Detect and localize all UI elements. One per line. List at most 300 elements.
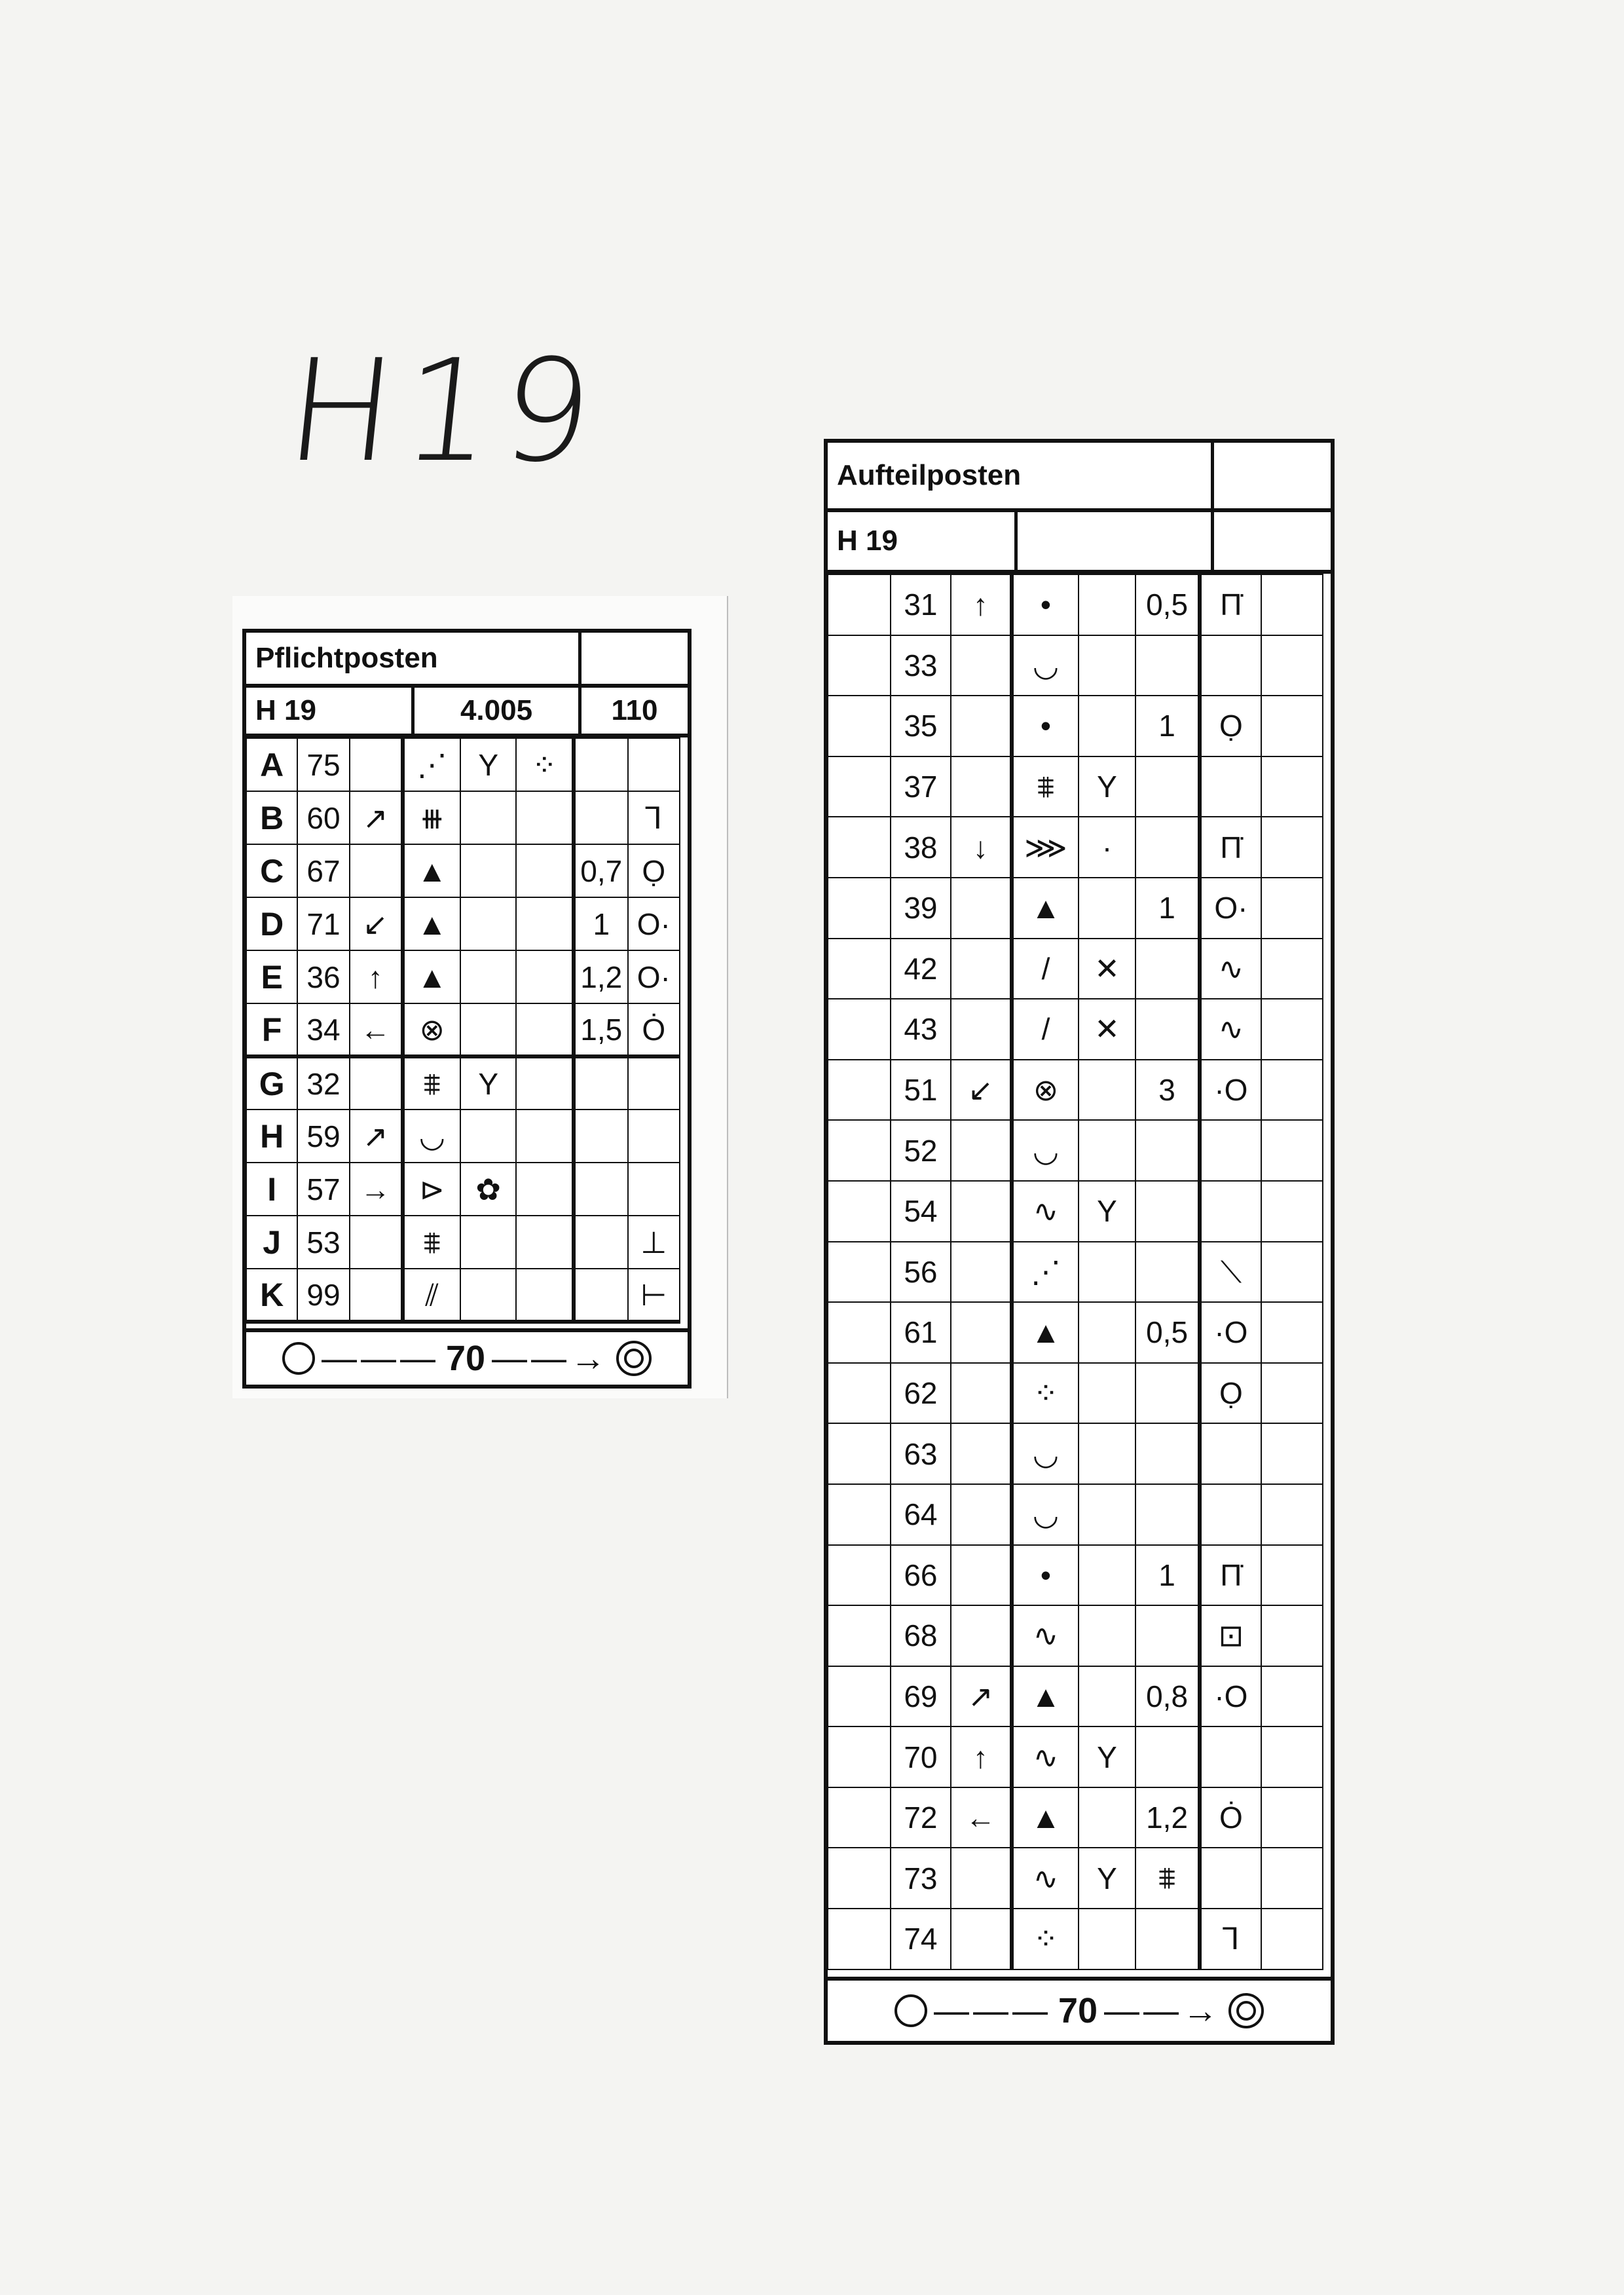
aufteil-title-empty	[1214, 443, 1331, 508]
position-symbol: ⅂	[1200, 1909, 1261, 1969]
position-symbol: ·O	[1200, 1666, 1261, 1727]
direction-symbol: ↗	[350, 791, 403, 844]
aufteilposten-card	[824, 439, 1335, 2045]
blank-cell-end	[1261, 756, 1323, 817]
feature-symbol-3	[516, 1163, 574, 1216]
aufteil-row	[828, 817, 1323, 878]
feature-symbol-3	[516, 844, 574, 897]
feature-symbol-2	[460, 1269, 517, 1322]
position-symbol: Ọ	[1200, 1363, 1261, 1424]
blank-cell-end	[1261, 817, 1323, 878]
dimension-value: 3	[1135, 1060, 1200, 1121]
control-code: 35	[891, 696, 951, 756]
direction-symbol: ↙	[350, 897, 403, 950]
aufteil-row	[828, 1060, 1323, 1121]
blank-cell-end	[1261, 999, 1323, 1060]
feature-symbol-3	[516, 897, 574, 950]
blank-cell	[828, 1666, 891, 1727]
direction-symbol	[951, 1605, 1012, 1666]
feature-symbol-3	[516, 950, 574, 1003]
feature-symbol: ⩨	[1012, 756, 1079, 817]
feature-symbol-2: Y	[1079, 1726, 1135, 1787]
dimension-value	[1135, 1423, 1200, 1484]
blank-cell	[828, 696, 891, 756]
control-letter: D	[246, 897, 297, 950]
aufteil-row	[828, 1120, 1323, 1181]
blank-cell-end	[1261, 1726, 1323, 1787]
blank-cell	[828, 1484, 891, 1545]
control-letter: K	[246, 1269, 297, 1322]
feature-symbol-2	[1079, 1423, 1135, 1484]
feature-symbol-2: ✕	[1079, 939, 1135, 999]
aufteil-row	[828, 999, 1323, 1060]
blank-cell	[828, 1423, 891, 1484]
finish-double-circle-icon	[1228, 1993, 1264, 2028]
control-code: 54	[891, 1181, 951, 1242]
feature-symbol-2	[1079, 1484, 1135, 1545]
blank-cell	[828, 1242, 891, 1303]
aufteil-row	[828, 878, 1323, 939]
position-symbol	[1200, 1726, 1261, 1787]
dimension-value	[574, 1216, 628, 1269]
feature-symbol-2	[1079, 1120, 1135, 1181]
aufteil-row	[828, 574, 1323, 635]
position-symbol: Π̇	[1200, 817, 1261, 878]
blank-cell-end	[1261, 1484, 1323, 1545]
feature-symbol-2	[1079, 1545, 1135, 1606]
feature-symbol-2	[1079, 1363, 1135, 1424]
control-letter: C	[246, 844, 297, 897]
dimension-value	[574, 1269, 628, 1322]
aufteil-row	[828, 1423, 1323, 1484]
feature-symbol-2: ✕	[1079, 999, 1135, 1060]
dimension-value: 1,5	[574, 1003, 628, 1056]
direction-symbol	[350, 1216, 403, 1269]
control-code: 75	[297, 738, 349, 791]
pflicht-row	[246, 950, 680, 1003]
dimension-value	[1135, 1909, 1200, 1969]
dimension-value	[574, 738, 628, 791]
blank-cell-end	[1261, 1302, 1323, 1363]
position-symbol: Ȯ	[1200, 1787, 1261, 1848]
control-code: 59	[297, 1110, 349, 1163]
direction-symbol	[951, 1545, 1012, 1606]
pflicht-row	[246, 1056, 680, 1110]
control-code: 52	[891, 1120, 951, 1181]
feature-symbol-2	[1079, 696, 1135, 756]
dimension-value: 1	[574, 897, 628, 950]
direction-symbol	[350, 1269, 403, 1322]
direction-symbol: ↑	[951, 574, 1012, 635]
feature-symbol-2: ✿	[460, 1163, 517, 1216]
direction-symbol	[951, 1242, 1012, 1303]
pflicht-length: 4.005	[415, 688, 581, 734]
control-code: 99	[297, 1269, 349, 1322]
feature-symbol-2	[1079, 635, 1135, 696]
feature-symbol-2	[460, 844, 517, 897]
position-symbol: O·	[628, 950, 680, 1003]
feature-symbol: •	[1012, 1545, 1079, 1606]
control-code: 67	[297, 844, 349, 897]
blank-cell-end	[1261, 1848, 1323, 1909]
position-symbol: ∿	[1200, 999, 1261, 1060]
feature-symbol: ▲	[403, 950, 460, 1003]
control-code: 72	[891, 1787, 951, 1848]
feature-symbol-2	[1079, 574, 1135, 635]
blank-cell-end	[1261, 878, 1323, 939]
control-code: 36	[297, 950, 349, 1003]
dimension-value	[1135, 999, 1200, 1060]
pflicht-course: H 19	[246, 688, 415, 734]
position-symbol: Ọ	[1200, 696, 1261, 756]
direction-symbol: ↓	[951, 817, 1012, 878]
feature-symbol-2	[460, 1216, 517, 1269]
blank-cell	[828, 1545, 891, 1606]
dimension-value: 0,5	[1135, 1302, 1200, 1363]
aufteil-info-empty	[1018, 512, 1214, 570]
pflicht-row	[246, 897, 680, 950]
control-letter: J	[246, 1216, 297, 1269]
aufteil-title: Aufteilposten	[828, 443, 1214, 508]
blank-cell	[828, 878, 891, 939]
direction-symbol: ↑	[951, 1726, 1012, 1787]
blank-cell	[828, 1726, 891, 1787]
blank-cell-end	[1261, 1909, 1323, 1969]
blank-cell-end	[1261, 1242, 1323, 1303]
dimension-value: 1,2	[1135, 1787, 1200, 1848]
feature-symbol: ⩨	[403, 1216, 460, 1269]
position-symbol	[1200, 1484, 1261, 1545]
position-symbol: ⟍	[1200, 1242, 1261, 1303]
finish-double-circle-icon	[616, 1341, 652, 1376]
position-symbol: Ȯ	[628, 1003, 680, 1056]
dimension-value	[1135, 1181, 1200, 1242]
control-code: 63	[891, 1423, 951, 1484]
dimension-value	[1135, 1242, 1200, 1303]
feature-symbol-2	[460, 897, 517, 950]
aufteil-row	[828, 696, 1323, 756]
control-code: 53	[297, 1216, 349, 1269]
position-symbol: ·O	[1200, 1302, 1261, 1363]
blank-cell	[828, 999, 891, 1060]
feature-symbol-2: Y	[1079, 1848, 1135, 1909]
direction-symbol	[350, 738, 403, 791]
aufteil-row	[828, 1848, 1323, 1909]
arrow-dash-line: ——→	[492, 1339, 610, 1378]
feature-symbol-2: Y	[460, 1056, 517, 1110]
aufteil-info-empty-2	[1214, 512, 1331, 570]
feature-symbol: ⊗	[1012, 1060, 1079, 1121]
blank-cell	[828, 1363, 891, 1424]
blank-cell	[828, 1605, 891, 1666]
direction-symbol	[951, 878, 1012, 939]
position-symbol: ⊡	[1200, 1605, 1261, 1666]
feature-symbol: ▲	[1012, 1302, 1079, 1363]
aufteil-row	[828, 1787, 1323, 1848]
direction-symbol	[951, 1302, 1012, 1363]
control-letter: F	[246, 1003, 297, 1056]
blank-cell	[828, 817, 891, 878]
direction-symbol: ←	[951, 1787, 1012, 1848]
feature-symbol: ◡	[403, 1110, 460, 1163]
feature-symbol: ⫽	[403, 1269, 460, 1322]
pflichtposten-card	[242, 629, 692, 1389]
feature-symbol: ▲	[403, 897, 460, 950]
dimension-value: 1	[1135, 696, 1200, 756]
feature-symbol-3	[516, 791, 574, 844]
feature-symbol-3	[516, 1003, 574, 1056]
feature-symbol-2	[1079, 1302, 1135, 1363]
control-code: 74	[891, 1909, 951, 1969]
control-code: 64	[891, 1484, 951, 1545]
blank-cell-end	[1261, 1545, 1323, 1606]
direction-symbol	[951, 999, 1012, 1060]
blank-cell-end	[1261, 1363, 1323, 1424]
aufteil-row	[828, 635, 1323, 696]
aufteil-row	[828, 756, 1323, 817]
aufteil-title-row	[828, 443, 1331, 512]
feature-symbol: ∿	[1012, 1181, 1079, 1242]
aufteil-row	[828, 1666, 1323, 1727]
feature-symbol-3: ⁘	[516, 738, 574, 791]
feature-symbol: ⋰	[403, 738, 460, 791]
feature-symbol-2	[1079, 1666, 1135, 1727]
pflicht-title-row	[246, 633, 688, 688]
control-code: 37	[891, 756, 951, 817]
direction-symbol	[951, 1363, 1012, 1424]
aufteil-row	[828, 939, 1323, 999]
blank-cell	[828, 1302, 891, 1363]
feature-symbol: •	[1012, 574, 1079, 635]
direction-symbol	[951, 1909, 1012, 1969]
position-symbol	[1200, 1181, 1261, 1242]
position-symbol: ⊢	[628, 1269, 680, 1322]
dimension-value	[574, 1110, 628, 1163]
aufteil-info-row	[828, 512, 1331, 574]
control-code: 69	[891, 1666, 951, 1727]
pflicht-row	[246, 1163, 680, 1216]
control-code: 71	[297, 897, 349, 950]
pflicht-info-row	[246, 688, 688, 737]
position-symbol	[1200, 635, 1261, 696]
blank-cell	[828, 1181, 891, 1242]
aufteil-row	[828, 1242, 1323, 1303]
direction-symbol	[350, 844, 403, 897]
feature-symbol-2	[460, 1003, 517, 1056]
blank-cell-end	[1261, 696, 1323, 756]
blank-cell-end	[1261, 1060, 1323, 1121]
dimension-value	[1135, 1484, 1200, 1545]
aufteil-row	[828, 1726, 1323, 1787]
control-letter: E	[246, 950, 297, 1003]
aufteil-finish-row	[828, 1977, 1331, 2041]
direction-symbol	[951, 635, 1012, 696]
pflicht-row	[246, 844, 680, 897]
blank-cell-end	[1261, 1181, 1323, 1242]
feature-symbol-2	[460, 1110, 517, 1163]
feature-symbol: ⁘	[1012, 1909, 1079, 1969]
start-circle-icon	[282, 1342, 315, 1375]
feature-symbol: ▲	[403, 844, 460, 897]
feature-symbol: ⧻	[403, 791, 460, 844]
feature-symbol: ∿	[1012, 1848, 1079, 1909]
direction-symbol: ↗	[350, 1110, 403, 1163]
pflicht-title: Pflichtposten	[246, 633, 581, 684]
aufteil-row	[828, 1181, 1323, 1242]
feature-symbol-3	[516, 1056, 574, 1110]
direction-symbol: ↙	[951, 1060, 1012, 1121]
feature-symbol: ▲	[1012, 1787, 1079, 1848]
aufteil-row	[828, 1605, 1323, 1666]
position-symbol	[628, 1110, 680, 1163]
pflicht-row	[246, 791, 680, 844]
feature-symbol-2	[1079, 1909, 1135, 1969]
aufteil-row	[828, 1302, 1323, 1363]
direction-symbol	[951, 1423, 1012, 1484]
position-symbol	[628, 1163, 680, 1216]
control-code: 38	[891, 817, 951, 878]
feature-symbol-3	[516, 1216, 574, 1269]
blank-cell-end	[1261, 574, 1323, 635]
dimension-value	[1135, 1120, 1200, 1181]
dash-line: ———	[933, 1991, 1052, 2030]
blank-cell-end	[1261, 1787, 1323, 1848]
blank-cell-end	[1261, 1605, 1323, 1666]
feature-symbol-2: Y	[460, 738, 517, 791]
feature-symbol: ⩨	[403, 1056, 460, 1110]
pflicht-row	[246, 1110, 680, 1163]
feature-symbol: •	[1012, 696, 1079, 756]
control-code: 31	[891, 574, 951, 635]
control-code: 61	[891, 1302, 951, 1363]
dimension-value	[574, 1163, 628, 1216]
pflicht-row	[246, 1216, 680, 1269]
pflicht-row	[246, 1269, 680, 1322]
direction-symbol	[951, 1120, 1012, 1181]
dimension-value	[1135, 1726, 1200, 1787]
direction-symbol	[951, 1848, 1012, 1909]
dimension-value	[1135, 635, 1200, 696]
position-symbol: Π̇	[1200, 1545, 1261, 1606]
direction-symbol	[350, 1056, 403, 1110]
control-letter: B	[246, 791, 297, 844]
aufteil-finish-distance: 70	[1058, 1991, 1098, 2030]
blank-cell-end	[1261, 1666, 1323, 1727]
feature-symbol: ◡	[1012, 1423, 1079, 1484]
dimension-value	[574, 791, 628, 844]
pflicht-grid	[246, 737, 680, 1324]
feature-symbol-3	[516, 1110, 574, 1163]
start-circle-icon	[895, 1994, 927, 2027]
control-code: 56	[891, 1242, 951, 1303]
aufteil-row	[828, 1363, 1323, 1424]
dash-line: ———	[321, 1339, 439, 1378]
dimension-value	[1135, 1605, 1200, 1666]
position-symbol	[1200, 1120, 1261, 1181]
position-symbol	[1200, 756, 1261, 817]
feature-symbol: ∿	[1012, 1605, 1079, 1666]
position-symbol: O·	[628, 897, 680, 950]
blank-cell-end	[1261, 635, 1323, 696]
control-code: 33	[891, 635, 951, 696]
feature-symbol: ⁘	[1012, 1363, 1079, 1424]
control-letter: I	[246, 1163, 297, 1216]
dimension-value	[1135, 817, 1200, 878]
pflicht-climb: 110	[611, 694, 658, 726]
position-symbol	[1200, 1848, 1261, 1909]
feature-symbol: ⋰	[1012, 1242, 1079, 1303]
blank-cell	[828, 1848, 891, 1909]
direction-symbol: ↑	[350, 950, 403, 1003]
position-symbol: ⊥	[628, 1216, 680, 1269]
handwritten-title: H19	[279, 329, 610, 493]
control-code: 62	[891, 1363, 951, 1424]
dimension-value: 0,7	[574, 844, 628, 897]
position-symbol: ·O	[1200, 1060, 1261, 1121]
direction-symbol	[951, 696, 1012, 756]
blank-cell	[828, 635, 891, 696]
direction-symbol: ←	[350, 1003, 403, 1056]
blank-cell	[828, 1120, 891, 1181]
dimension-value	[1135, 939, 1200, 999]
control-code: 34	[297, 1003, 349, 1056]
blank-cell	[828, 756, 891, 817]
feature-symbol: ▲	[1012, 1666, 1079, 1727]
blank-cell-end	[1261, 939, 1323, 999]
feature-symbol: ◡	[1012, 1120, 1079, 1181]
pflicht-title-empty	[581, 633, 688, 684]
direction-symbol: →	[350, 1163, 403, 1216]
dimension-value: 1	[1135, 1545, 1200, 1606]
direction-symbol	[951, 1484, 1012, 1545]
feature-symbol-2	[1079, 1060, 1135, 1121]
direction-symbol: ↗	[951, 1666, 1012, 1727]
blank-cell	[828, 1909, 891, 1969]
position-symbol	[628, 738, 680, 791]
direction-symbol	[951, 1181, 1012, 1242]
direction-symbol	[951, 939, 1012, 999]
blank-cell	[828, 1060, 891, 1121]
feature-symbol-2	[1079, 1242, 1135, 1303]
control-code: 42	[891, 939, 951, 999]
pflicht-row	[246, 1003, 680, 1056]
control-code: 32	[297, 1056, 349, 1110]
aufteil-row	[828, 1909, 1323, 1969]
position-symbol	[628, 1056, 680, 1110]
arrow-dash-line: ——→	[1104, 1991, 1223, 2030]
feature-symbol: ◡	[1012, 1484, 1079, 1545]
dimension-value	[1135, 756, 1200, 817]
feature-symbol-2	[1079, 1605, 1135, 1666]
feature-symbol: ▲	[1012, 878, 1079, 939]
control-code: 66	[891, 1545, 951, 1606]
feature-symbol-2	[460, 791, 517, 844]
feature-symbol: ⊳	[403, 1163, 460, 1216]
feature-symbol-2: Y	[1079, 756, 1135, 817]
feature-symbol: ⋙	[1012, 817, 1079, 878]
blank-cell	[828, 574, 891, 635]
control-code: 60	[297, 791, 349, 844]
blank-cell	[828, 1787, 891, 1848]
position-symbol: O·	[1200, 878, 1261, 939]
control-code: 43	[891, 999, 951, 1060]
dimension-value: 0,5	[1135, 574, 1200, 635]
dimension-value: 1,2	[574, 950, 628, 1003]
feature-symbol-2	[1079, 1787, 1135, 1848]
feature-symbol-2: ·	[1079, 817, 1135, 878]
control-code: 51	[891, 1060, 951, 1121]
blank-cell-end	[1261, 1120, 1323, 1181]
